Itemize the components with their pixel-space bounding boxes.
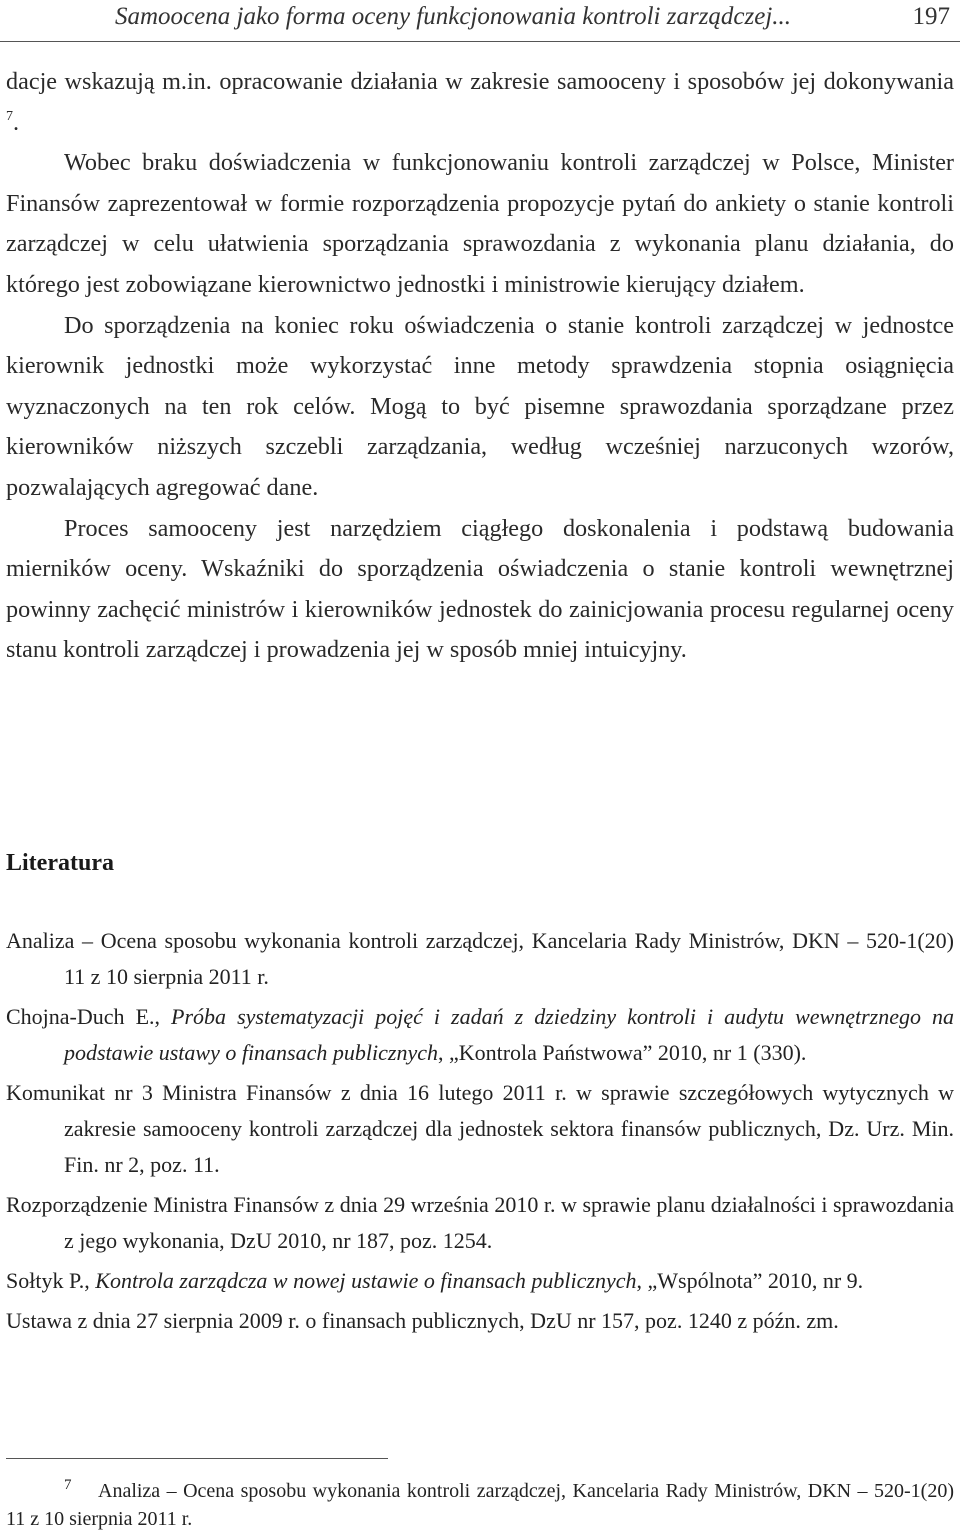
page-number: 197: [912, 3, 950, 30]
footnote-reference[interactable]: 7: [6, 108, 13, 124]
bibliography-entry: [6, 1303, 954, 1339]
header-divider: [0, 41, 960, 42]
paragraph-4: Proces samooceny jest narzędziem ciągłego doskonalenia i podstawą budowania mierników oceny. Wskaźniki do sporządzenia oświadczenia o stanie kontroli wewnętrznej powinny zachęcić ministrów i kierowników jednostek do zainicjowania procesu regularnej oceny stanu kontroli zarządczej i prowadzenia jej w sposób mniej intuicyjny.: [6, 514, 954, 664]
footnote-text: Analiza – Ocena sposobu wykonania kontroli zarządczej, Kancelaria Rady Ministrów, DKN – 520-1(20) 11 z 10 sierpnia 2011 r.: [6, 1480, 954, 1530]
paragraph-continuation: [6, 62, 954, 143]
entry-author: Chojna-Duch E.,: [6, 1004, 172, 1029]
running-header: [0, 0, 960, 46]
literature-heading: Literatura: [6, 850, 114, 876]
footnote: $^7$ Analiza – Ocena sposobu wykonania kontroli zarządczej, Kancelaria Rady Ministrów, DKN – 520-1(20) 11 z 10 sierpnia 2011 r.: [6, 1477, 954, 1530]
bibliography-entry: [6, 923, 954, 995]
bibliography-list: [6, 923, 954, 1343]
footnote-divider: [6, 1458, 388, 1459]
body-text: [6, 62, 954, 671]
bibliography-entry: [6, 1187, 954, 1259]
entry-text: Analiza – Ocena sposobu wykonania kontroli zarządczej, Kancelaria Rady Ministrów, DKN – 520-1(20) 11 z 10 sierpnia 2011 r.: [6, 928, 954, 989]
entry-text: Komunikat nr 3 Ministra Finansów z dnia 16 lutego 2011 r. w sprawie szczegółowych wytycznych w zakresie samooceny kontroli zarządczej dla jednostek sektora finansów publicznych, Dz. Urz. Min. Fin. nr 2, poz. 11.: [6, 1080, 954, 1177]
running-title: Samoocena jako forma oceny funkcjonowania kontroli zarządczej...: [115, 3, 792, 30]
paragraph-2: Wobec braku doświadczenia w funkcjonowaniu kontroli zarządczej w Polsce, Minister Finansów zaprezentował w formie rozporządzenia propozycje pytań do ankiety o stanie kontroli zarządczej w celu ułatwienia sporządzania sprawozdania z wykonania planu działania, do którego jest zobowiązane kierownictwo jednostki i ministrowie kierujący działem.: [6, 149, 954, 298]
paragraph-1-text: dacje wskazują m.in. opracowanie działania w zakresie samooceny i sposobów jej dokonywania: [6, 68, 954, 95]
entry-author: Sołtyk P.,: [6, 1268, 96, 1293]
entry-source: , „Kontrola Państwowa” 2010, nr 1 (330).: [437, 1040, 807, 1065]
entry-title: Próba systematyzacji pojęć i zadań z dziedziny kontroli i audytu wewnętrznego na podstawie ustawy o finansach publicznych: [64, 1004, 955, 1065]
entry-title: Kontrola zarządcza w nowej ustawie o finansach publicznych: [95, 1268, 637, 1293]
entry-text: Rozporządzenie Ministra Finansów z dnia 29 września 2010 r. w sprawie planu działalności i sprawozdania z jego wykonania, DzU 2010, nr 187, poz. 1254.: [6, 1192, 954, 1253]
entry-text: Ustawa z dnia 27 sierpnia 2009 r. o finansach publicznych, DzU nr 157, poz. 1240 z późn. zm.: [6, 1308, 839, 1333]
bibliography-entry: [6, 999, 954, 1071]
paragraph-3: Do sporządzenia na koniec roku oświadczenia o stanie kontroli zarządczej w jednostce kierownik jednostki może wykorzystać inne metody sprawdzenia stopnia osiągnięcia wyznaczonych na ten rok celów. Mogą to być pisemne sprawozdania sporządzane przez kierowników niższych szczebli zarządzania, według wcześniej narzuconych wzorów, pozwalających agregować dane.: [6, 311, 954, 501]
bibliography-entry: [6, 1263, 954, 1299]
bibliography-entry: [6, 1075, 954, 1183]
paragraph-1-end: .: [13, 108, 20, 136]
entry-source: , „Wspólnota” 2010, nr 9.: [636, 1268, 864, 1293]
